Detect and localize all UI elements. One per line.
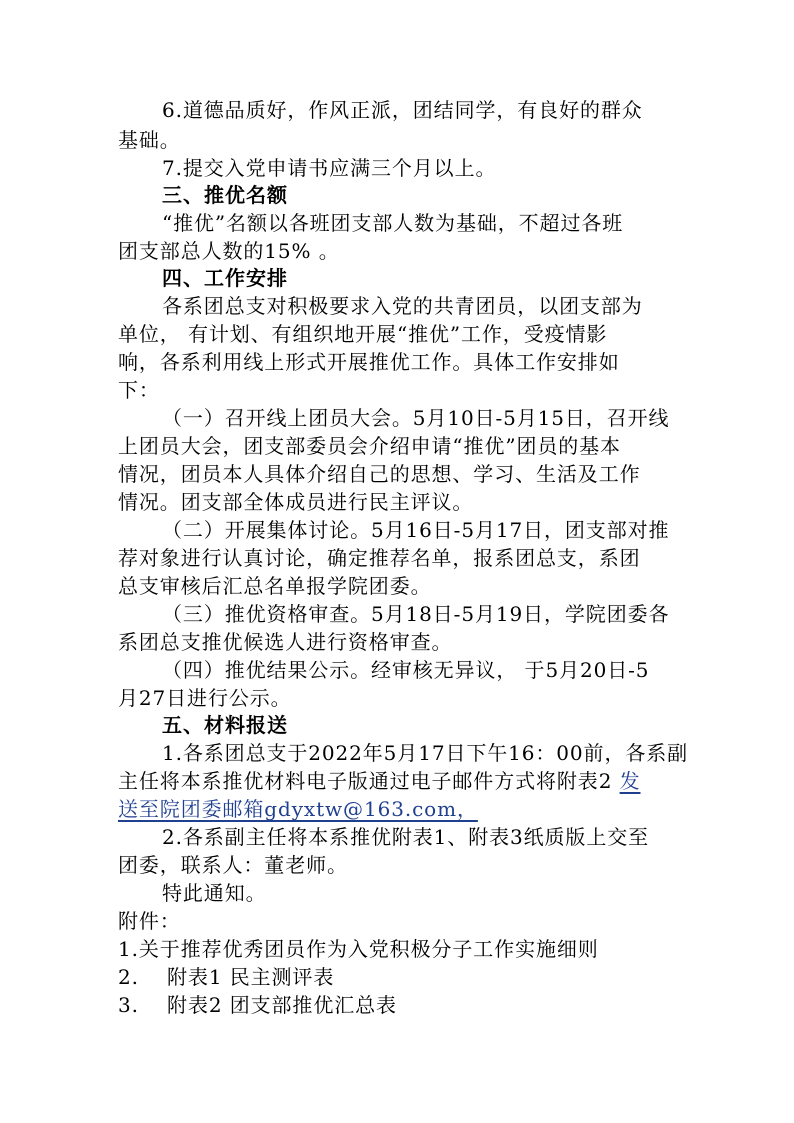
para-line: 7.提交入党申请书应满三个月以上。 — [162, 156, 497, 180]
para-line: 荐对象进行认真讨论，确定推荐名单，报系团总支，系团 — [118, 546, 641, 570]
para-line: 1.各系团总支于2022年5月17日下午16：00前，各系副 — [162, 741, 689, 765]
para-line: 团委，联系人：董老师。 — [118, 853, 348, 877]
para-line: （一）召开线上团员大会。5月10日-5月15日，召开线 — [162, 406, 670, 430]
attachment-item: 3. 附表2 团支部推优汇总表 — [118, 993, 397, 1017]
para-line: 6.道德品质好，作风正派，团结同学，有良好的群众 — [162, 98, 643, 122]
attachment-item: 2. 附表1 民主测评表 — [118, 965, 335, 989]
para-line: 情况。团支部全体成员进行民主评议。 — [118, 490, 474, 514]
para-line: 团支部总人数的15% 。 — [118, 239, 340, 263]
para-line: 基础。 — [118, 128, 181, 152]
para-line: 下： — [118, 378, 160, 402]
para-line: 响，各系利用线上形式开展推优工作。具体工作安排如 — [118, 350, 620, 374]
para-line: “推优”名额以各班团支部人数为基础，不超过各班 — [162, 211, 624, 235]
section-heading: 四、工作安排 — [162, 266, 288, 290]
para-line: （三）推优资格审查。5月18日-5月19日，学院团委各 — [162, 602, 670, 626]
email-link[interactable]: 发 — [619, 769, 641, 793]
email-link[interactable]: 送至院团委邮箱gdyxtw@163.com， — [118, 797, 478, 821]
section-heading: 五、材料报送 — [162, 713, 288, 737]
para-line: 系团总支推优候选人进行资格审查。 — [118, 630, 453, 654]
attachments-title: 附件： — [118, 909, 181, 933]
para-line — [118, 766, 641, 796]
para-text: 主任将本系推优材料电子版通过电子邮件方式将附表2 — [118, 769, 620, 793]
para-line: 单位， 有计划、有组织地开展“推优”工作，受疫情影 — [118, 322, 608, 346]
para-line: 月27日进行公示。 — [118, 686, 292, 710]
para-line: 上团员大会，团支部委员会介绍申请“推优”团员的基本 — [118, 434, 621, 458]
attachment-item: 1.关于推荐优秀团员作为入党积极分子工作实施细则 — [118, 937, 599, 961]
para-line: （二）开展集体讨论。5月16日-5月17日，团支部对推 — [162, 518, 670, 542]
para-line: 2.各系副主任将本系推优附表1、附表3纸质版上交至 — [162, 825, 650, 849]
section-heading: 三、推优名额 — [162, 183, 288, 207]
para-line: 特此通知。 — [162, 881, 267, 905]
para-line: （四）推优结果公示。经审核无异议， 于5月20日-5 — [162, 658, 650, 682]
para-line: 各系团总支对积极要求入党的共青团员，以团支部为 — [162, 294, 643, 318]
para-line: 情况，团员本人具体介绍自己的思想、学习、生活及工作 — [118, 462, 641, 486]
para-line: 总支审核后汇总名单报学院团委。 — [118, 574, 432, 598]
